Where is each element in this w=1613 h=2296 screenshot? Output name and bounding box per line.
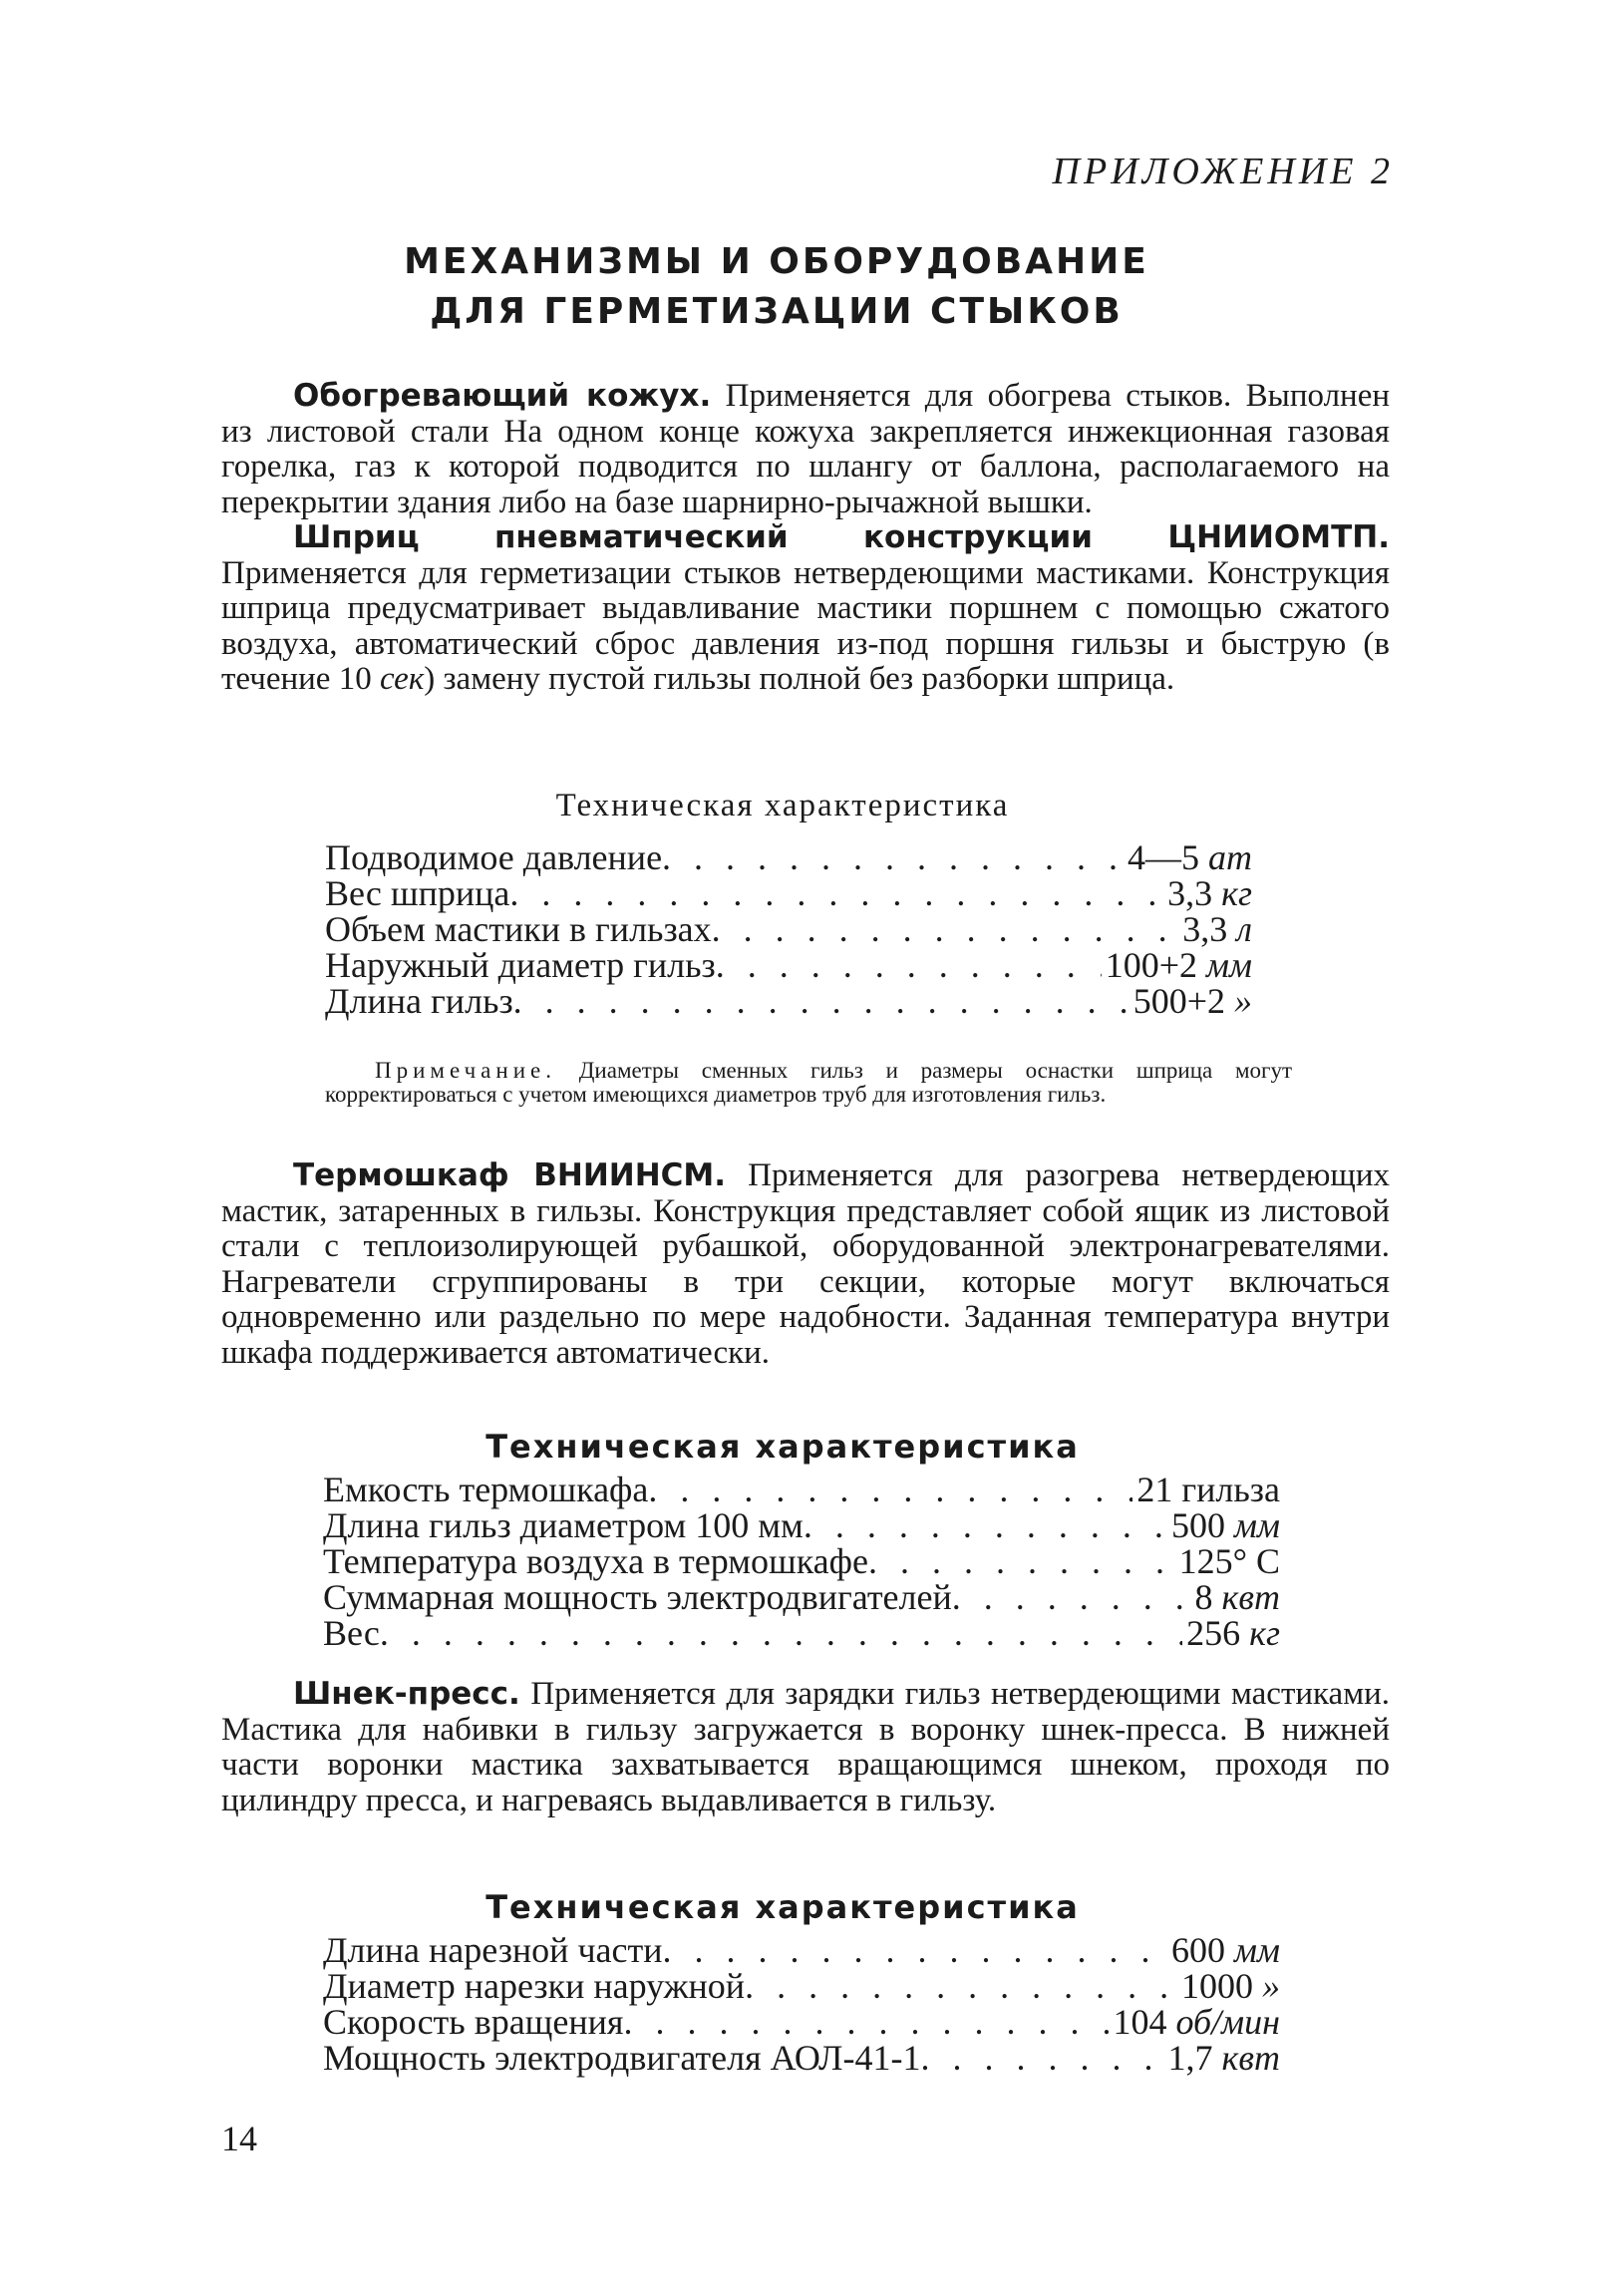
spec-row [323, 1932, 1280, 1968]
spec-value: 4—5 ат [1128, 837, 1252, 877]
spec-leader-dots [663, 1932, 1168, 1968]
spec-leader-dots [662, 839, 1124, 875]
spec-leader-dots [380, 1615, 1182, 1651]
spec-label: Наружный диаметр гильз [325, 945, 716, 985]
spec-row [323, 1472, 1280, 1507]
spec-leader-dots [513, 983, 1129, 1019]
spec-value: 100+2 мм [1105, 945, 1252, 985]
spec-value: 3,3 кг [1167, 873, 1252, 913]
screw-press-spec-title [0, 1888, 1613, 1926]
spec-leader-dots [648, 1472, 1132, 1507]
syringe-spec-title-text: Техническая характеристика [555, 788, 1010, 823]
page-number: 14 [221, 2119, 257, 2158]
section-thermocabinet [221, 1158, 1390, 1371]
heating-cover-text: Применяется для обогрева стыков. Выполнен из листовой стали На одном конце кожуха закрепляется инжекционная газовая горелка, газ к которой подводится по шлангу от баллона, располагаемого на перекрытии здания либо на базе шарнирно-рычажной вышки. [221, 378, 1391, 520]
screw-press-lead: Шнек-пресс. [293, 1676, 520, 1712]
spec-leader-dots [868, 1543, 1175, 1579]
spec-value: 104 об/мин [1113, 2002, 1280, 2042]
syringe-text-unit: сек [379, 661, 425, 697]
spec-label: Длина гильз [325, 981, 513, 1021]
spec-value: 1,7 квт [1167, 2038, 1280, 2078]
spec-label: Длина гильз диаметром 100 мм [323, 1505, 804, 1545]
spec-value: 125° С [1178, 1541, 1280, 1581]
spec-value: 21 гильза [1136, 1470, 1280, 1509]
spec-leader-dots [712, 911, 1179, 947]
spec-value: 256 кг [1186, 1613, 1280, 1653]
spec-label: Длина нарезной части [323, 1930, 663, 1970]
spec-value: 600 мм [1171, 1930, 1280, 1970]
thermocabinet-spec-table [323, 1472, 1280, 1651]
page-title [0, 237, 1613, 337]
spec-leader-dots [716, 947, 1102, 983]
section-heating-and-syringe [221, 379, 1390, 698]
spec-row [323, 1543, 1280, 1579]
note-text: Диаметры сменных гильз и размеры оснастки шприца могут корректироваться с учетом имеющихся диаметров труб для изготовления гильз. [325, 1058, 1293, 1107]
section-screw-press [221, 1677, 1390, 1818]
thermocabinet-spec-title [0, 1428, 1613, 1466]
thermocabinet-text: Применяется для разогрева нетвердеющих мастик, затаренных в гильзы. Конструкция представляет собой ящик из листовой стали с теплоизолирующей рубашкой, оборудованной электронагревателями. Нагреватели сгруппированы в три секции, которые могут включаться одновременно или раздельно по мере надобности. Заданная температура внутри шкафа поддерживается автоматически. [221, 1157, 1390, 1371]
page-title-line-2: ДЛЯ ГЕРМЕТИЗАЦИИ СТЫКОВ [430, 291, 1124, 332]
syringe-spec-title [0, 788, 1613, 824]
screw-press-text: Применяется для зарядки гильз нетвердеющими мастиками. Мастика для набивки в гильзу загружается в воронку шнек-пресса. В нижней части воронки мастика захватывается вращающимся шнеком, проходя по цилиндру пресса, и нагреваясь выдавливается в гильзу. [221, 1676, 1390, 1818]
spec-label: Объем мастики в гильзах [325, 909, 712, 949]
spec-label: Диаметр нарезки наружной [323, 1966, 746, 2006]
spec-row [325, 875, 1252, 911]
syringe-note [325, 1059, 1292, 1107]
screw-press-spec-title-text: Техническая характеристика [485, 1888, 1080, 1926]
spec-row [323, 1579, 1280, 1615]
syringe-lead: Шприц пневматический конструкции ЦНИИОМТП. [293, 519, 1390, 555]
paragraph-syringe [221, 520, 1390, 698]
syringe-text-end: ) замену пустой гильзы полной без разборки шприца. [424, 661, 1175, 697]
spec-label: Суммарная мощность электродвигателей [323, 1577, 952, 1617]
spec-value: 500 мм [1171, 1505, 1280, 1545]
spec-label: Вес [323, 1613, 380, 1653]
spec-leader-dots [509, 875, 1163, 911]
spec-row [325, 947, 1252, 983]
spec-row [325, 839, 1252, 875]
spec-leader-dots [804, 1507, 1167, 1543]
spec-label: Мощность электродвигателя АОЛ-41-1 [323, 2038, 921, 2078]
page-title-line-1: МЕХАНИЗМЫ И ОБОРУДОВАНИЕ [404, 241, 1149, 282]
spec-label: Скорость вращения [323, 2002, 624, 2042]
screw-press-spec-table [323, 1932, 1280, 2076]
spec-leader-dots [623, 2004, 1109, 2040]
spec-leader-dots [952, 1579, 1191, 1615]
spec-row [325, 911, 1252, 947]
spec-value: 3,3 л [1182, 909, 1252, 949]
spec-value: 1000 » [1181, 1966, 1280, 2006]
appendix-heading: ПРИЛОЖЕНИЕ 2 [1052, 151, 1394, 192]
paragraph-thermocabinet [221, 1158, 1390, 1371]
spec-label: Емкость термошкафа [323, 1470, 649, 1509]
thermocabinet-spec-title-text: Техническая характеристика [485, 1428, 1080, 1466]
spec-label: Подводимое давление [325, 837, 663, 877]
spec-leader-dots [920, 2040, 1163, 2076]
paragraph-heating-cover [221, 379, 1390, 520]
paragraph-screw-press [221, 1677, 1390, 1818]
heating-cover-lead: Обогревающий кожух. [293, 378, 712, 414]
spec-row [323, 1615, 1280, 1651]
spec-row [323, 1968, 1280, 2004]
spec-row [325, 983, 1252, 1019]
thermocabinet-lead: Термошкаф ВНИИНСМ. [293, 1157, 727, 1193]
spec-value: 500+2 » [1132, 981, 1252, 1021]
spec-label: Температура воздуха в термошкафе [323, 1541, 868, 1581]
note-label: Примечание. [375, 1058, 556, 1083]
spec-label: Вес шприца [325, 873, 510, 913]
spec-row [323, 2040, 1280, 2076]
spec-row [323, 2004, 1280, 2040]
spec-row [323, 1507, 1280, 1543]
spec-value: 8 квт [1194, 1577, 1280, 1617]
syringe-spec-table [325, 839, 1252, 1019]
syringe-text: Применяется для герметизации стыков нетвердеющими мастиками. Конструкция шприца предусматривает выдавливание мастики поршнем с помощью сжатого воздуха, автоматический сброс давления из-под поршня гильзы и быструю (в течение 10 [221, 554, 1390, 697]
spec-leader-dots [745, 1968, 1177, 2004]
